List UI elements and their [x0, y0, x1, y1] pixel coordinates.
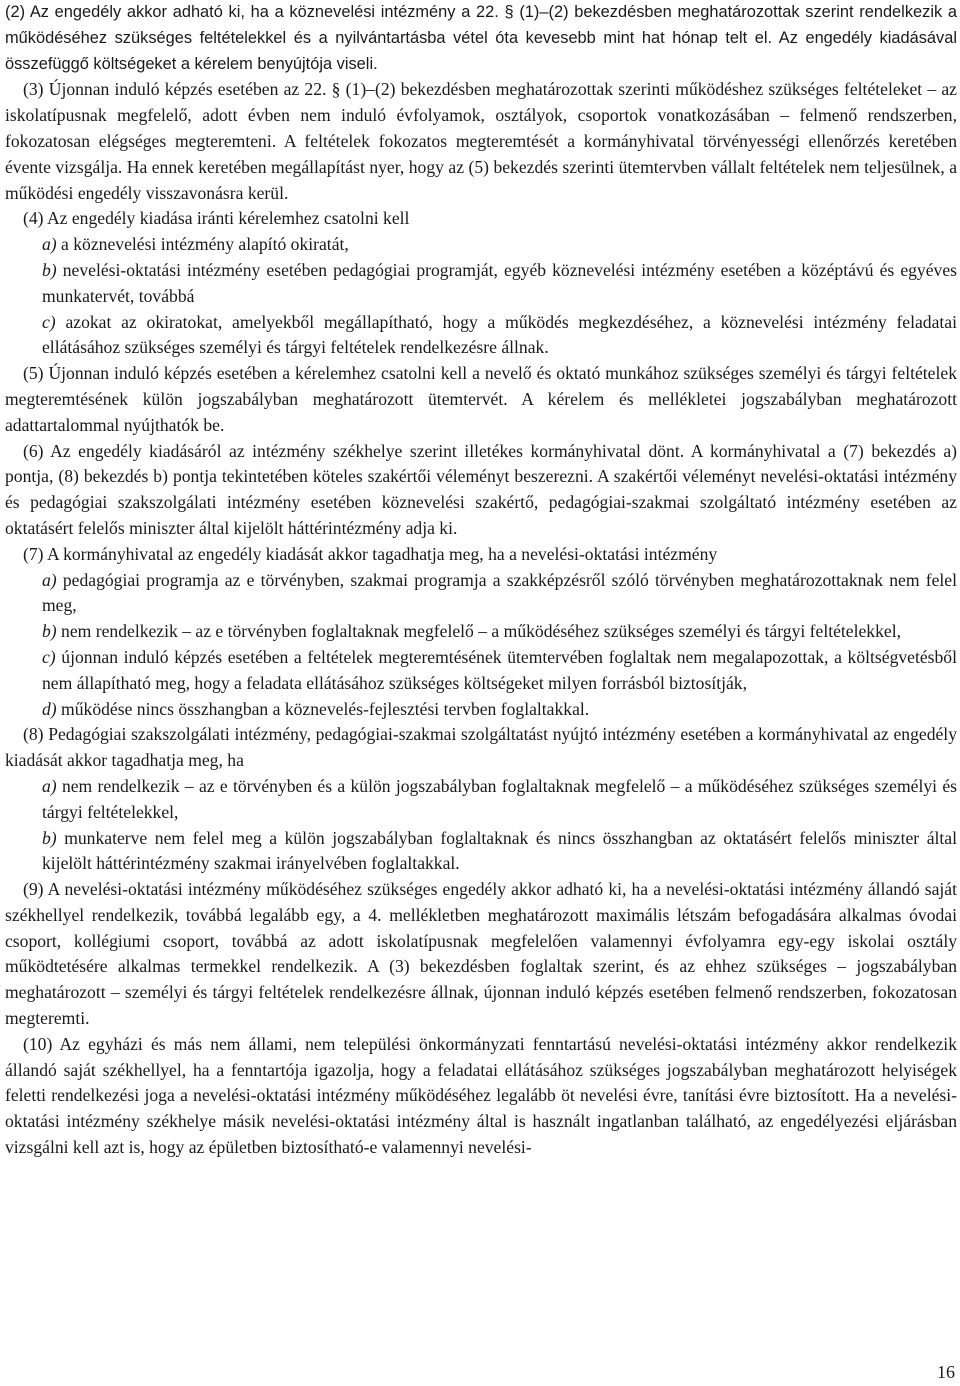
paragraph-4-a: [5, 232, 957, 258]
paragraph-4-c: [5, 310, 957, 362]
paragraph-7-c: [5, 645, 957, 697]
item-text: újonnan induló képzés esetében a feltételek megteremtésének ütemtervében foglaltak nem megalapozottak, a költségvetésből nem állapítható meg, hogy a feladata ellátásához szükséges költségeket milyen forrásból biztosítják,: [42, 646, 957, 693]
paragraph-7-d: [5, 697, 957, 723]
paragraph-10: (10) Az egyházi és más nem állami, nem települési önkormányzati fenntartású nevelési-oktatási intézmény akkor rendelkezik állandó saját székhellyel, ha a fenntartója igazolja, hogy a feladatai ellátásához szükséges jogszabályban meghatározott helyiségek feletti rendelkezési joga a nevelési-oktatási intézmény működéséhez legalább öt nevelési évre, tanítási évre biztosított. Ha a nevelési-oktatási intézmény székhelye másik nevelési-oktatási intézmény által is használt ingatlanban található, az engedélyezési eljárásban vizsgálni kell azt is, hogy az épületben biztosítható-e valamennyi nevelési-: [5, 1033, 957, 1158]
item-label: b): [42, 259, 57, 280]
item-text: működése nincs összhangban a köznevelés-fejlesztési tervben foglaltakkal.: [56, 698, 590, 719]
item-label: a): [42, 775, 57, 796]
paragraph-4: (4) Az engedély kiadása iránti kérelemhez csatolni kell: [23, 208, 410, 229]
paragraph-8-b: [5, 826, 957, 878]
paragraph-4-b: [5, 258, 957, 310]
paragraph-7: (7) A kormányhivatal az engedély kiadását akkor tagadhatja meg, ha a nevelési-oktatási intézmény: [23, 543, 718, 564]
document-body: [5, 0, 957, 1161]
item-text: pedagógiai programja az e törvényben, szakmai programja a szakképzésről szóló törvényben meghatározottaknak nem felel meg,: [42, 569, 957, 616]
item-text: nem rendelkezik – az e törvényben foglaltaknak megfelelő – a működéséhez szükséges személyi és tárgyi feltételekkel,: [56, 621, 901, 642]
item-label: c): [42, 311, 56, 332]
item-text: nem rendelkezik – az e törvényben és a külön jogszabályban foglaltaknak megfelelő – a működéséhez szükséges személyi és tárgyi feltételekkel,: [42, 775, 957, 822]
paragraph-3: (3) Újonnan induló képzés esetében az 22. § (1)–(2) bekezdésben meghatározottak szerinti működéshez szükséges feltételeket – az iskolatípusnak megfelelő, adott évben nem induló évfolyamok, osztályok, csoportok vonatkozásában – felmenő rendszerben, fokozatosan elégséges megteremteni. A feltételek fokozatos megteremtését a kormányhivatal törvényességi ellenőrzés keretében évente vizsgálja. Ha ennek keretében megállapítást nyer, hogy az (5) bekezdés szerinti ütemtervben vállalt feltételek nem teljesülnek, a működési engedély visszavonásra kerül.: [5, 79, 957, 203]
paragraph-5: (5) Újonnan induló képzés esetében a kérelemhez csatolni kell a nevelő és oktató munkához szükséges személyi és tárgyi feltételek megteremtésének külön jogszabályban meghatározott ütemtervét. A kérelem és mellékletei jogszabályban meghatározott adattartalommal nyújthatók be.: [5, 363, 957, 435]
item-label: b): [42, 827, 57, 848]
item-text: azokat az okiratokat, amelyekből megállapítható, hogy a működés megkezdéséhez, a köznevelési intézmény feladatai ellátásához szükséges személyi és tárgyi feltételek rendelkezésre állnak.: [42, 311, 957, 358]
item-label: a): [42, 569, 57, 590]
paragraph-7-a: [5, 568, 957, 620]
item-label: c): [42, 646, 56, 667]
paragraph-2: (2) Az engedély akkor adható ki, ha a köznevelési intézmény a 22. § (1)–(2) bekezdésben meghatározottak szerint rendelkezik a működéséhez szükséges feltételekkel és a nyilvántartásba vétel óta kevesebb mint hat hónap telt el. Az engedély kiadásával összefüggő költségeket a kérelem benyújtója viseli.: [5, 3, 957, 73]
paragraph-7-b: [5, 619, 957, 645]
paragraph-8-a: [5, 774, 957, 826]
item-text: a köznevelési intézmény alapító okiratát,: [56, 234, 349, 255]
paragraph-6: (6) Az engedély kiadásáról az intézmény székhelye szerint illetékes kormányhivatal dönt. A kormányhivatal a (7) bekezdés a) pontja, (8) bekezdés b) pontja tekintetében köteles szakértői véleményt beszerezni. A szakértői véleményt nevelési-oktatási intézmény és pedagógiai szakszolgálati intézmény esetében köznevelési szakértő, pedagógiai-szakmai szolgáltató intézmény esetében az oktatásért felelős miniszter által kijelölt háttérintézmény adja ki.: [5, 440, 957, 538]
item-text: nevelési-oktatási intézmény esetében pedagógiai programját, egyéb köznevelési intézmény esetében a középtávú és egyéves munkatervét, továbbá: [42, 259, 957, 306]
page-number: 16: [937, 1362, 955, 1382]
paragraph-8: (8) Pedagógiai szakszolgálati intézmény, pedagógiai-szakmai szolgáltatást nyújtó intézmény esetében a kormányhivatal az engedély kiadását akkor tagadhatja meg, ha: [5, 724, 957, 771]
item-label: a): [42, 234, 57, 255]
paragraph-9: (9) A nevelési-oktatási intézmény működéséhez szükséges engedély akkor adható ki, ha a nevelési-oktatási intézmény állandó saját székhellyel rendelkezik, továbbá legalább egy, a 4. mellékletben meghatározott maximális létszám befogadására alkalmas óvodai csoport, kollégiumi csoport, továbbá az adott iskolatípusnak megfelelően valamennyi évfolyamra egy-egy iskolai osztály működtetésére alkalmas termekkel rendelkezik. A (3) bekezdésben foglaltak szerint, és az ehhez szükséges – jogszabályban meghatározott – személyi és tárgyi feltételek rendelkezésre állnak, újonnan induló képzés esetében felmenő rendszerben, fokozatosan megteremti.: [5, 879, 957, 1029]
item-label: d): [42, 698, 57, 719]
item-text: munkaterve nem felel meg a külön jogszabályban foglaltaknak és nincs összhangban az oktatásért felelős miniszter által kijelölt háttérintézmény szakmai irányelvében foglaltakkal.: [42, 827, 957, 874]
item-label: b): [42, 621, 57, 642]
